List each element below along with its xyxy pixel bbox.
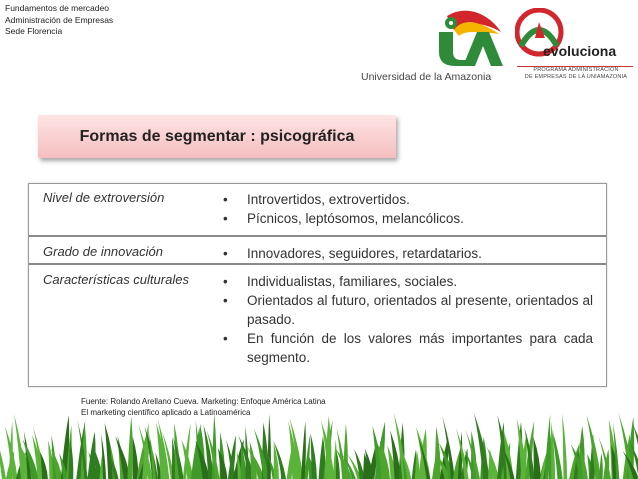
list-item <box>223 190 593 209</box>
item-text: Pícnicos, leptósomos, melancólicos. <box>247 211 464 226</box>
evoluciona-logo <box>515 8 635 88</box>
list-item <box>223 272 593 291</box>
item-text: Innovadores, seguidores, retardatarios. <box>247 246 482 261</box>
evoluciona-subtitle-line1: PROGRAMA ADMINISTRACIÓN <box>533 67 619 73</box>
row-category: Nivel de extroversión <box>43 190 165 205</box>
logos-area <box>355 8 635 88</box>
grass-blade <box>301 421 306 479</box>
bullet-icon: • <box>223 211 228 226</box>
source-line1: Fuente: Rolando Arellano Cueva. Marketing: Enfoque América Latina <box>81 397 326 406</box>
grass-blade <box>533 437 540 479</box>
bullet-icon: • <box>223 274 228 289</box>
item-text: Individualistas, familiares, sociales. <box>247 274 458 289</box>
grass-blade <box>0 430 6 479</box>
source-line2: El marketing científico aplicado a Latinoamérica <box>81 408 251 417</box>
course-header <box>5 3 113 38</box>
bullet-icon: • <box>223 192 228 207</box>
bullet-icon: • <box>223 331 228 346</box>
bullet-icon: • <box>223 246 228 261</box>
table-row <box>29 238 606 265</box>
university-name: Universidad de la Amazonia <box>361 71 492 83</box>
list-item <box>223 244 593 263</box>
slide-title: Formas de segmentar : psicográfica <box>38 115 396 158</box>
list-item <box>223 209 593 228</box>
row-category: Grado de innovación <box>43 244 163 259</box>
grass-blade <box>354 449 364 479</box>
course-name: Fundamentos de mercadeo <box>5 3 109 13</box>
table-row <box>29 184 606 237</box>
bullet-icon: • <box>223 293 228 308</box>
program-name: Administración de Empresas <box>5 14 114 25</box>
row-category: Características culturales <box>43 272 189 287</box>
row-items <box>223 190 593 228</box>
grass-blade <box>551 422 555 479</box>
row-items <box>223 272 593 367</box>
segmentation-table <box>28 183 607 387</box>
table-row <box>29 266 606 388</box>
grass-border-decoration <box>0 410 638 479</box>
campus-name: Sede Florencia <box>5 26 63 36</box>
toucan-logo-icon <box>355 8 515 70</box>
item-text: Orientados al futuro, orientados al presente, orientados al pasado. <box>247 293 593 327</box>
list-item <box>223 329 593 367</box>
evoluciona-subtitle-line2: DE EMPRESAS DE LA UNIAMAZONIA <box>524 74 628 80</box>
grass-blade <box>562 414 567 479</box>
item-text: Introvertidos, extrovertidos. <box>247 192 410 207</box>
list-item <box>223 291 593 329</box>
grass-blade <box>435 426 441 479</box>
evoluciona-word: evoluciona <box>543 43 617 59</box>
grass-blade <box>267 414 271 479</box>
grass-blade <box>599 453 603 479</box>
evoluciona-subtitle <box>517 67 635 81</box>
item-text: En función de los valores más importantes para cada segmento. <box>247 331 593 365</box>
grass-blade <box>127 416 132 479</box>
row-items <box>223 244 593 263</box>
university-logo <box>355 8 515 88</box>
